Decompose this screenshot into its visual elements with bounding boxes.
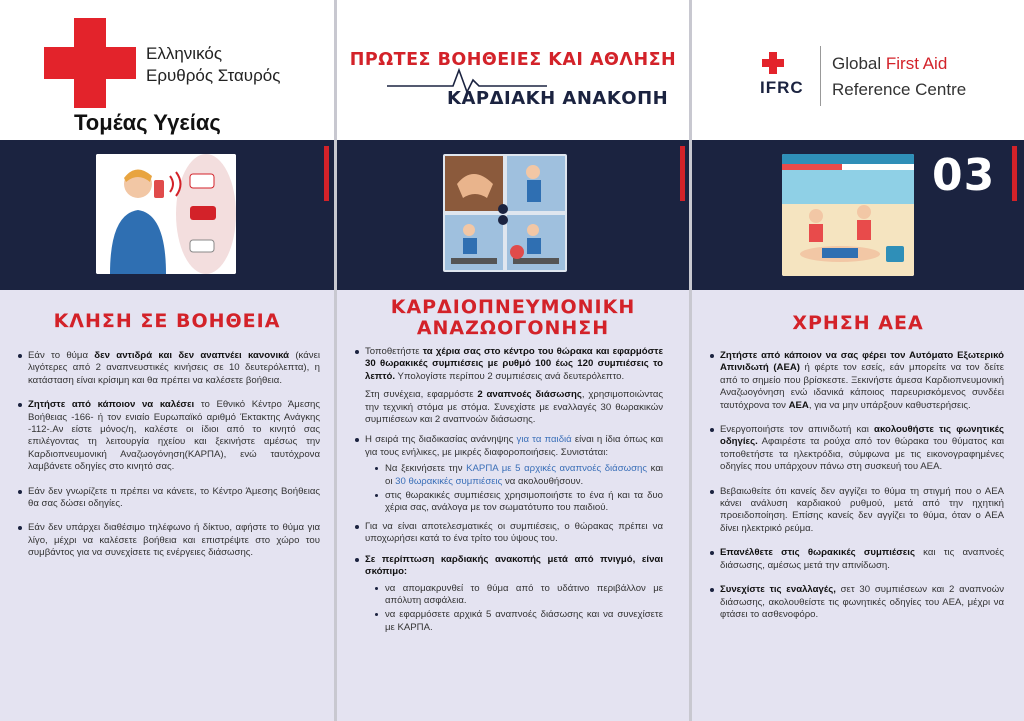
list-item: Επανέλθετε στις θωρακικές συμπιέσεις και τις αναπνοές διάσωσης, αμέσως μετά την απινίδωση. <box>710 547 1004 572</box>
step-title: ΧΡΗΣΗ ΑΕΑ <box>792 312 924 334</box>
sub-list-item: στις θωρακικές συμπιέσεις χρησιμοποιήστε το ένα ή και τα δυο χέρια σας, ανάλογα με τον σωματότυπο του παιδιού. <box>365 490 663 515</box>
cpr-steps-illustration <box>443 154 567 272</box>
step-title-line2: ΑΝΑΖΩΟΓΟΝΗΣΗ <box>416 317 610 339</box>
header-divider <box>820 46 821 106</box>
sub-list-item: να εφαρμόσετε αρχικά 5 αναπνοές διάσωσης και να συνεχίσετε με ΚΑΡΠΑ. <box>365 609 663 634</box>
panel-body <box>0 290 334 721</box>
org-name-line2: Ερυθρός Σταυρός <box>146 66 281 85</box>
instruction-list <box>355 346 663 646</box>
red-cross-logo <box>44 18 136 108</box>
ifrc-label: IFRC <box>760 78 804 97</box>
org-name-line1: Ελληνικός <box>146 44 223 63</box>
panel-body <box>692 290 1024 721</box>
main-title: ΠΡΩΤΕΣ ΒΟΗΘΕΙΕΣ ΚΑΙ ΑΘΛΗΣΗ <box>349 50 677 70</box>
paragraph: Στη συνέχεια, εφαρμόστε 2 αναπνοές διάσωσης, χρησιμοποιώντας την τεχνική στόμα με στόμα. Συνεχίστε με εναλλαγές 30 θωρακικών συμπιέσεων και 2 αναπνοών διάσωσης. <box>365 389 663 426</box>
accent-bar <box>680 146 685 201</box>
list-item: Ενεργοποιήστε τον απινιδωτή και ακολουθήστε τις φωνητικές οδηγίες. Αφαιρέστε τα ρούχα από τον θώρακα του θύματος και τοποθετήστε τα ηλεκτρόδια, σύμφωνα με τις εικονογραφημένες οδηγίες που υπάρχουν πάνω στη συσκευή του ΑΕΑ. <box>710 424 1004 474</box>
panel-header <box>0 0 334 140</box>
list-item: Ζητήστε από κάποιον να καλέσει το Εθνικό Κέντρο Άμεσης Βοήθειας -166- ή τον ενιαίο Ευρωπαϊκό αριθμό Έκτακτης Ανάγκης -112-.Αν είστε μόνος/η, καλέστε οι ίδιοι από το κινητό σας επιλέγοντας τη λειτουργία ηχείου και ξεκινήστε αμέσως την Καρδιοπνευμονική Αναζωογόνηση(ΚΑΡΠΑ), ενώ ταυτόχρονα λαμβάνετε οδηγίες στο κινητό σας. <box>18 399 320 473</box>
list-item: Εάν το θύμα δεν αντιδρά και δεν αναπνέει κανονικά (κάνει λιγότερες από 2 αναπνευστικές κινήσεις σε 10 δευτερόλεπτα), η κατάσταση είναι κρίσιμη και θα πρέπει να καλέσετε βοήθεια. <box>18 350 320 387</box>
panel-header <box>692 0 1024 140</box>
accent-bar <box>1012 146 1017 201</box>
step-number: 03 <box>932 150 996 201</box>
ifrc-emblem-icon <box>762 52 810 74</box>
sub-list <box>365 583 663 635</box>
list-item: Η σειρά της διαδικασίας ανάνηψης για τα παιδιά είναι η ίδια όπως και για τους ενήλικες, με μικρές διαφοροποιήσεις. Συνιστάται: Να ξεκινήσετε την ΚΑΡΠΑ με 5 αρχικές αναπνοές διάσωσης και οι 30 θωρακικές συμπιέσεις να ακολουθήσουν. στις θωρακικές συμπιέσεις χρησιμοποιήστε το ένα ή και τα δυο χέρια σας, ανάλογα με τον σωματότυπο του παιδιού. <box>355 434 663 514</box>
reference-centre-line2: Reference Centre <box>832 80 967 99</box>
phone-call-illustration <box>96 154 236 274</box>
panel-aed <box>692 0 1024 721</box>
sub-list-item: να απομακρυνθεί το θύμα από το υδάτινο περιβάλλον με απόλυτη ασφάλεια. <box>365 583 663 608</box>
step-title: ΚΛΗΣΗ ΣΕ ΒΟΗΘΕΙΑ <box>53 310 281 332</box>
step-title-line1: ΚΑΡΔΙΟΠΝΕΥΜΟΝΙΚΗ <box>390 296 636 318</box>
step-band <box>692 140 1024 290</box>
list-item: Σε περίπτωση καρδιακής ανακοπής μετά από πνιγμό, είναι σκόπιμο: να απομακρυνθεί το θύμα από το υδάτινο περιβάλλον με απόλυτη ασφάλεια. να εφαρμόσετε αρχικά 5 αναπνοές διάσωσης και να συνεχίσετε με ΚΑΡΠΑ. <box>355 554 663 634</box>
panel-cpr <box>337 0 689 721</box>
sub-title: ΚΑΡΔΙΑΚΗ ΑΝΑΚΟΠΗ <box>447 88 669 109</box>
panel-body <box>337 290 689 721</box>
list-item: Ζητήστε από κάποιον να σας φέρει τον Αυτόματο Εξωτερικό Απινιδωτή (ΑΕΑ) ή φέρτε τον εσείς, εάν μπορείτε να τον δείτε από το σημείο που βρίσκεστε. Ξεκινήστε άμεσα Καρδιοπνευμονική Αναζωογόνηση ενώ ιδανικά κάποιος παρευρισκόμενος συνδέει ταυτόχρονα τον ΑΕΑ, για να μην υπάρξουν καθυστερήσεις. <box>710 350 1004 412</box>
org-sector: Τομέας Υγείας <box>74 110 221 135</box>
reference-centre-line1: Global First Aid <box>832 54 948 73</box>
list-item: Βεβαιωθείτε ότι κανείς δεν αγγίζει το θύμα τη στιγμή που ο ΑΕΑ κάνει ανάλυση καρδιακού ρυθμού, μετά από την ηχητική προειδοποίηση. Επίσης κανείς δεν αγγίζει το θύμα, όταν ο ΑΕΑ δίνει ηλεκτρικό ρεύμα. <box>710 486 1004 536</box>
list-item: Για να είναι αποτελεσματικές οι συμπιέσεις, ο θώρακας πρέπει να υποχωρήσει κατά το ένα τρίτο του ύψους του. <box>355 521 663 546</box>
step-band <box>337 140 689 290</box>
aed-beach-illustration <box>782 154 914 276</box>
list-item: Τοποθετήστε τα χέρια σας στο κέντρο του θώρακα και εφαρμόστε 30 θωρακικές συμπιέσεις με ρυθμό 100 έως 120 συμπιέσεις το λεπτό. Υπολογίστε περίπου 2 συμπιέσεις ανά δευτερόλεπτο. <box>355 346 663 383</box>
panel-header <box>337 0 689 140</box>
panel-call-for-help <box>0 0 334 721</box>
list-item: Εάν δεν γνωρίζετε τι πρέπει να κάνετε, το Κέντρο Άμεσης Βοήθειας θα σας δώσει οδηγίες. <box>18 486 320 511</box>
list-item: Συνεχίστε τις εναλλαγές, σετ 30 συμπιέσεων και 2 αναπνοών διάσωσης, ακολουθείστε τις φωνητικές οδηγίες του ΑΕΑ, μέχρι να φτάσει το ασθενοφόρο. <box>710 584 1004 621</box>
step-band <box>0 140 334 290</box>
accent-bar <box>324 146 329 201</box>
list-item: Εάν δεν υπάρχει διαθέσιμο τηλέφωνο ή δίκτυο, αφήστε το θύμα για λίγο, μέχρι να καλέσετε βοήθεια και επιστρέψτε στο χώρο του συμβάντος για να συνεχίσετε τις ενέργειες διάσωσης. <box>18 522 320 559</box>
instruction-list <box>710 350 1004 633</box>
sub-list-item: Να ξεκινήσετε την ΚΑΡΠΑ με 5 αρχικές αναπνοές διάσωσης και οι 30 θωρακικές συμπιέσεις να ακολουθήσουν. <box>365 463 663 488</box>
sub-list <box>365 463 663 515</box>
instruction-list <box>18 350 320 572</box>
